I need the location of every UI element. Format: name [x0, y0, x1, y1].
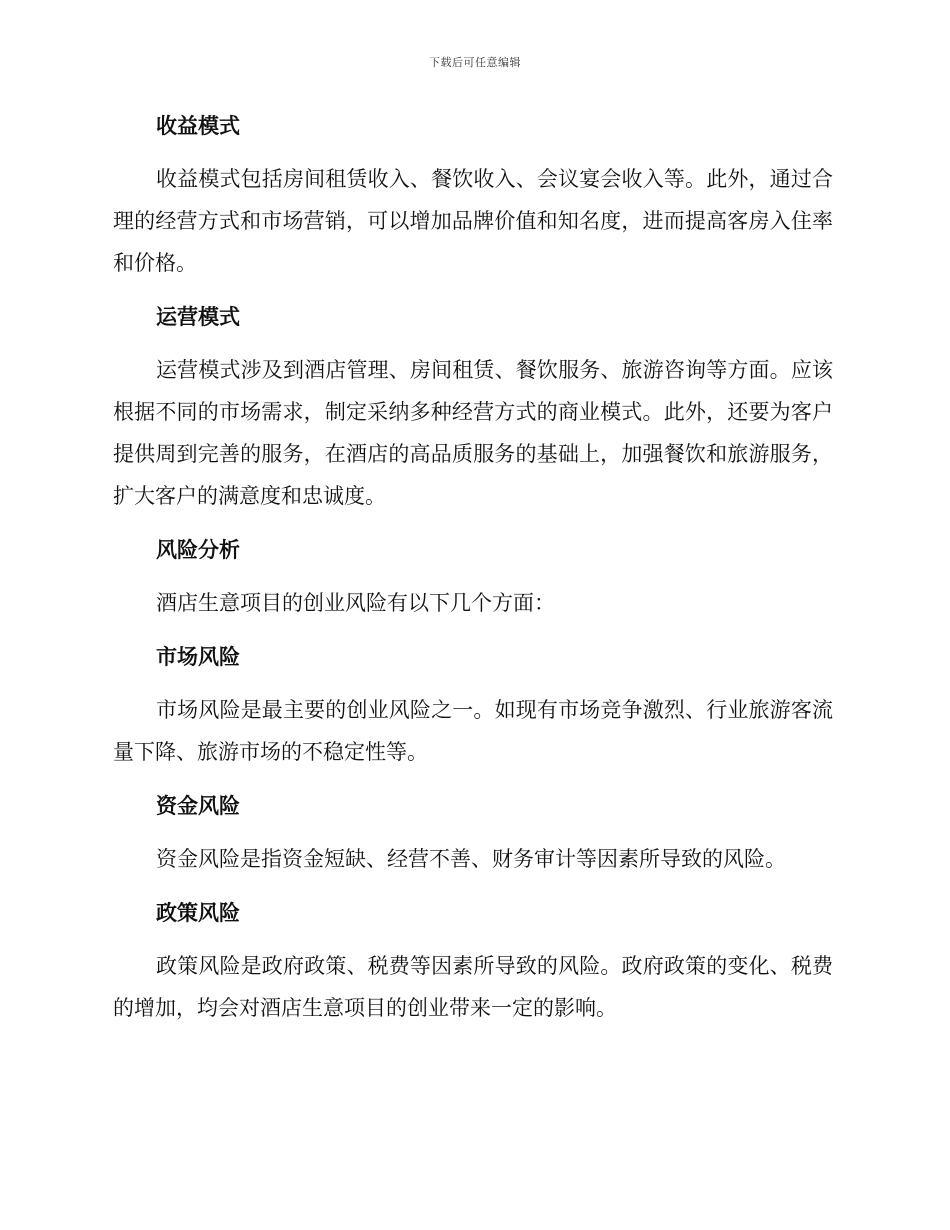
section-heading-policy-risk: 政策风险 [156, 901, 240, 925]
section-paragraph-policy-risk: 政策风险是政府政策、税费等因素所导致的风险。政府政策的变化、税费的增加，均会对酒店生意项目的创业带来一定的影响。 [113, 954, 833, 1020]
section-heading-capital-risk: 资金风险 [156, 794, 240, 818]
section-heading-operation-model: 运营模式 [156, 305, 240, 329]
page-header: 下载后可任意编辑 [429, 56, 521, 69]
section-paragraph-market-risk: 市场风险是最主要的创业风险之一。如现有市场竞争激烈、行业旅游客流量下降、旅游市场的不稳定性等。 [113, 698, 833, 764]
section-paragraph-revenue-model: 收益模式包括房间租赁收入、餐饮收入、会议宴会收入等。此外，通过合理的经营方式和市场营销，可以增加品牌价值和知名度，进而提高客房入住率和价格。 [113, 167, 833, 275]
section-paragraph-capital-risk: 资金风险是指资金短缺、经营不善、财务审计等因素所导致的风险。 [156, 847, 786, 871]
section-paragraph-operation-model: 运营模式涉及到酒店管理、房间租赁、餐饮服务、旅游咨询等方面。应该根据不同的市场需求，制定采纳多种经营方式的商业模式。此外，还要为客户提供周到完善的服务，在酒店的高品质服务的基础上，加强餐饮和旅游服务，扩大客户的满意度和忠诚度。 [113, 358, 833, 508]
section-heading-revenue-model: 收益模式 [156, 114, 240, 138]
section-heading-market-risk: 市场风险 [156, 645, 240, 669]
document-body [113, 104, 833, 1029]
section-paragraph-risk-analysis: 酒店生意项目的创业风险有以下几个方面： [156, 591, 555, 615]
section-heading-risk-analysis: 风险分析 [156, 538, 240, 562]
